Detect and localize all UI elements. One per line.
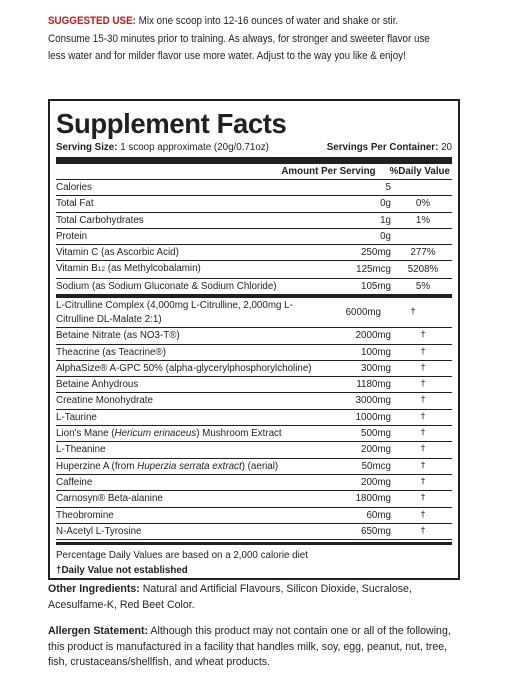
ingredient-row-name: Theacrine (as Teacrine®) [56,346,166,358]
ingredient-row [56,377,452,393]
nutrient-row [56,180,452,196]
nutrient-row-amount: 125mcg [356,263,391,275]
nutrient-row-amount: 105mg [361,280,391,292]
ingredient-row-amount: 1800mg [355,493,391,505]
amount-header: Amount Per Serving [281,166,376,177]
nutrient-row [56,196,452,212]
dagger-note: †Daily Value not established [56,565,188,577]
ingredient-row-amount: 1000mg [355,411,391,423]
suggested-use-label: SUGGESTED USE: [48,15,136,27]
nutrient-row [56,213,452,229]
other-ingredients-label: Other Ingredients: [48,583,140,595]
nutrient-row-name: Sodium (as Sodium Gluconate & Sodium Chloride) [56,280,277,292]
ingredient-row [56,508,452,524]
nutrient-row-name: Vitamin B12 (as Methylcobalamin) [56,263,201,275]
ingredient-row-amount: 300mg [361,362,391,374]
nutrient-row-dv: 1% [415,214,431,226]
ingredient-row-amount: 100mg [361,346,391,358]
ingredient-row-amount: 2000mg [355,330,391,342]
ingredient-row-amount: 650mg [361,525,391,537]
ingredient-row-name: Carnosyn® Beta-alanine [56,493,163,505]
ingredient-row-dv: † [420,379,426,390]
nutrient-row-amount: 0g [380,230,391,242]
nutrient-row [56,245,452,261]
ingredient-row-dv: † [420,476,426,487]
nutrient-row-amount: 0g [380,198,391,210]
column-header-row [56,164,452,180]
nutrient-row-dv: 277% [410,247,436,259]
nutrient-row [56,261,452,278]
ingredient-row [56,345,452,361]
ingredient-row [56,426,452,442]
nutrient-row-name: Vitamin C (as Ascorbic Acid) [56,247,179,259]
ingredient-row-name: Creatine Monohydrate [56,395,153,407]
ingredient-row-name: L-Taurine [56,411,97,423]
servings-per-container: Servings Per Container: 20 [326,142,452,153]
ingredient-row [56,475,452,491]
other-ingredients-text: Natural and Artificial Flavours, Silicon Dioxide, Sucralose, Acesulfame-K, Red Beet Color. [48,583,412,611]
nutrient-row-dv: 5208% [407,263,439,275]
ingredient-row-name: Huperzine A (from Huperzia serrata extract) (aerial) [56,460,279,472]
ingredient-row-dv: † [420,411,426,422]
nutrient-row [56,279,452,295]
ingredient-row [56,298,452,328]
ingredient-row-amount: 3000mg [355,395,391,407]
nutrient-row-dv: 0% [415,198,431,210]
footnote: Percentage Daily Values are based on a 2,000 calorie diet [56,550,308,562]
nutrient-row-amount: 1g [380,214,391,226]
suggested-use [48,13,431,66]
ingredient-row-dv: † [420,330,426,341]
ingredient-row-name: Lion's Mane (Hericum erinaceus) Mushroom Extract [56,428,282,440]
ingredient-row-amount: 200mg [361,444,391,456]
ingredient-row-name: Caffeine [56,476,93,488]
ingredient-row-name: L-Citrulline Complex (4,000mg L-Citrulline, 2,000mg L-Citrulline DL-Malate 2:1) [56,300,293,325]
ingredient-row-dv: † [420,362,426,373]
ingredient-row-dv: † [420,395,426,406]
ingredient-row [56,459,452,475]
ingredient-row [56,361,452,377]
ingredient-row-amount: 200mg [361,476,391,488]
nutrient-row-name: Total Fat [56,198,94,210]
ingredient-row [56,491,452,507]
ingredient-row-name: AlphaSize® A-GPC 50% (alpha-glycerylphosphorylcholine) [56,362,312,374]
ingredient-row-dv: † [420,525,426,536]
ingredient-row-dv: † [420,444,426,455]
ingredient-row-amount: 6000mg [345,306,381,318]
divider [56,157,452,164]
ingredient-row [56,410,452,426]
ingredient-row-dv: † [420,346,426,357]
ingredient-row-dv: † [420,428,426,439]
supplement-facts-panel [48,99,460,580]
ingredient-row-amount: 1180mg [356,379,391,391]
ingredient-row-dv: † [420,493,426,504]
ingredient-row-name: N-Acetyl L-Tyrosine [56,525,142,537]
ingredient-row-name: Betaine Nitrate (as NO3-T®) [56,330,180,342]
ingredient-row-name: Theobromine [56,509,114,521]
ingredient-row [56,328,452,344]
ingredient-row-name: L-Theanine [56,444,106,456]
panel-title: Supplement Facts [56,108,287,139]
nutrient-row-name: Total Carbohydrates [56,214,144,226]
allergen-label: Allergen Statement: [48,625,149,637]
ingredient-row-amount: 50mcg [361,460,391,472]
nutrient-list [56,180,452,295]
ingredient-row-amount: 500mg [361,428,391,440]
serving-size: Serving Size: 1 scoop approximate (20g/0.71oz) [56,142,269,153]
serving-info [56,141,452,157]
ingredient-list [56,298,452,540]
ingredient-row-amount: 60mg [366,509,391,521]
ingredient-row [56,393,452,409]
nutrient-row-amount: 250mg [361,247,391,259]
ingredient-row-dv: † [420,509,426,520]
ingredient-row-name: Betaine Anhydrous [56,379,139,391]
dv-header: %Daily Value [389,166,450,177]
suggested-use-text: Mix one scoop into 12-16 ounces of water and shake or stir. Consume 15-30 minutes prior to training. As always, for stronger and sweeter flavor use less water and for milder flavor use more water. Adjust to the way you like & enjoy! [48,15,430,62]
nutrient-row [56,229,452,245]
nutrient-row-name: Protein [56,230,88,242]
ingredient-row-dv: † [420,460,426,471]
allergen-statement [48,624,468,671]
allergen-text: Although this product may not contain one or all of the following, this product is manufactured in a facility that handles milk, soy, egg, peanut, nut, tree, fish, crustaceans/shellfish, and wheat products. [48,625,451,669]
other-ingredients [48,582,468,613]
ingredient-row [56,442,452,458]
nutrient-row-name: Calories [56,182,92,193]
nutrient-row-dv: 5% [415,280,431,292]
ingredient-row [56,524,452,540]
ingredient-row-dv: † [410,306,416,317]
nutrient-row-amount: 5 [385,182,391,193]
